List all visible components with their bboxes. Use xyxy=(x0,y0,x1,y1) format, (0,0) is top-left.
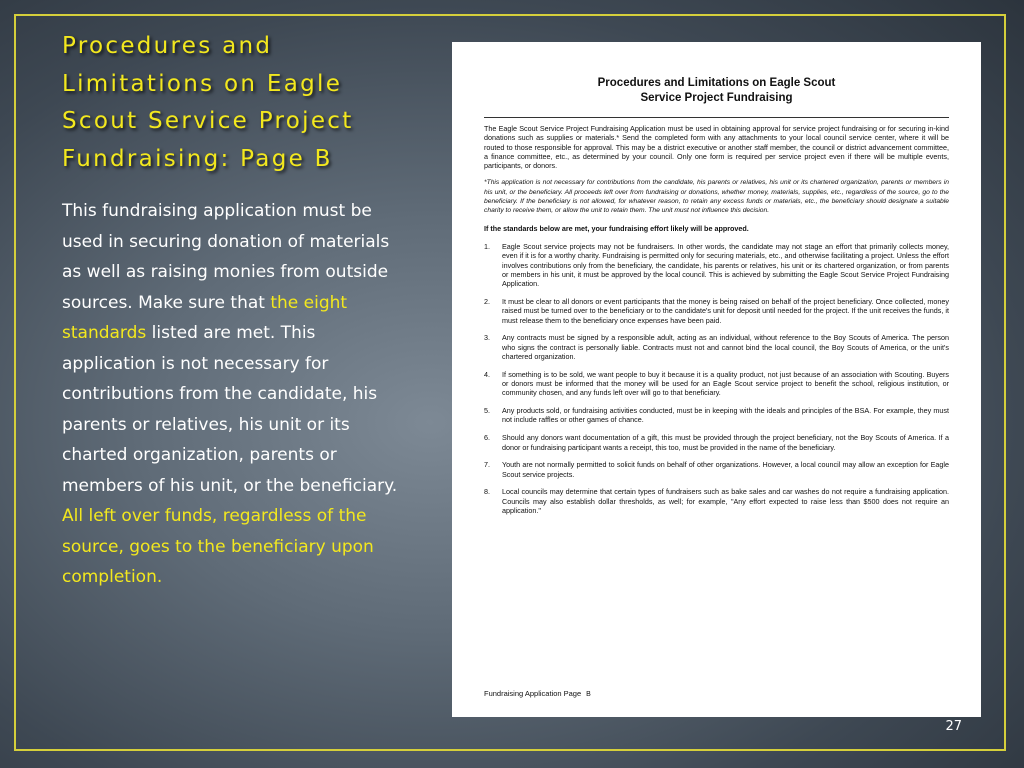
standard-item xyxy=(484,370,949,398)
fundraising-document-image xyxy=(452,42,981,717)
standards-list xyxy=(484,242,949,515)
standard-text: Should any donors want documentation of a gift, this must be provided through the project beneficiary, not the Boy Scouts of America. If a donor or fundraising participant wants a receipt, this too, must be provided in the name of the beneficiary. xyxy=(502,433,949,452)
standard-number: 7. xyxy=(484,460,490,470)
standard-number: 4. xyxy=(484,369,490,379)
standard-item xyxy=(484,460,949,479)
standard-text: Local councils may determine that certain types of fundraisers such as bake sales and car washes do not require a fundraising application. Councils may also establish dollar thresholds, as well; for example, "Any effort expected to raise less than $500 does not require an application." xyxy=(502,487,949,515)
document-footer-page: B xyxy=(586,691,591,698)
standard-item xyxy=(484,433,949,452)
body-text-part-2: listed are met. This application is not necessary for contributions from the candidate, his parents or relatives, his unit or its charted organization, parents or members of his unit, or the beneficiary. xyxy=(62,323,398,496)
standard-item xyxy=(484,297,949,325)
standard-text: Any products sold, or fundraising activities conducted, must be in keeping with the ideals and principles of the BSA. For example, they must not include raffles or other games of chance. xyxy=(502,406,949,425)
slide-body-text xyxy=(62,196,407,593)
standard-item xyxy=(484,333,949,361)
highlight-left-over-funds: All left over funds, regardless of the source, goes to the beneficiary upon completion. xyxy=(62,506,374,587)
standard-number: 3. xyxy=(484,333,490,343)
standard-number: 1. xyxy=(484,241,490,251)
document-footer xyxy=(484,689,591,698)
document-title-line-1: Procedures and Limitations on Eagle Scout xyxy=(597,77,836,89)
standard-number: 8. xyxy=(484,487,490,497)
document-divider xyxy=(484,117,949,118)
document-lead: If the standards below are met, your fundraising effort likely will be approved. xyxy=(484,223,749,233)
standard-text: Any contracts must be signed by a responsible adult, acting as an individual, without reference to the Boy Scouts of America. The person who signs the contract is personally liable. Contracts must not and cannot bind the local council, the Boy Scouts of America, or the unit's chartered organization. xyxy=(502,333,949,361)
standard-number: 6. xyxy=(484,433,490,443)
highlight-eight-standards: the eight standards xyxy=(62,292,348,343)
standard-item xyxy=(484,487,949,515)
standard-number: 2. xyxy=(484,296,490,306)
standard-number: 5. xyxy=(484,406,490,416)
document-title-line-2: Service Project Fundraising xyxy=(640,91,793,104)
slide-title: Procedures and Limitations on Eagle Scout Service Project Fundraising: Page B xyxy=(62,33,354,172)
slide-number: 27 xyxy=(945,719,962,734)
document-footer-label: Fundraising Application Page xyxy=(484,689,582,698)
standard-text: Youth are not normally permitted to solicit funds on behalf of other organizations. However, a local council may allow an exception for Eagle Scout service projects. xyxy=(502,460,949,479)
document-footnote: *This application is not necessary for contributions from the candidate, his parents or relatives, his unit or its chartered organization, parents or members in his unit, or the beneficiary. All proceeds left over from fundraising or donations, whether money, materials, supplies, etc., regardless of the source, go to the beneficiary. If the beneficiary is not allowed, for whatever reason, to retain any excess funds or materials, etc., the beneficiary should designate a suitable charity to receive them, or allow the unit to retain them. The unit must not influence this decision. xyxy=(484,179,949,215)
standard-item xyxy=(484,242,949,288)
document-intro: The Eagle Scout Service Project Fundraising Application must be used in obtaining approval for service project fundraising or for securing in-kind donations such as supplies or materials.* Send the completed form with any attachments to your local council service center, where it will be routed to those responsible for approval. This may be a district executive or another staff member, the council or district advancement committee, a finance committee, etc., as determined by your council. Only one form is required per service project even if there will be multiple events, participants, or donors. xyxy=(484,124,949,171)
standard-text: It must be clear to all donors or event participants that the money is being raised on behalf of the project beneficiary. Once collected, money raised must be turned over to the beneficiary or to the candidate's unit for deposit until needed for the project. If the unit receives the funds, it must release them to the beneficiary once expenses have been paid. xyxy=(502,296,949,325)
standard-text: Eagle Scout service projects may not be fundraisers. In other words, the candidate may not stage an effort that primarily collects money, even if it is for a worthy charity. Fundraising is permitted only for securing materials, etc., and otherwise facilitating a project. Unless the effort involves contributions only from the beneficiary, the candidate, his parents or relatives, his unit or its chartered organization, or from parents or members in his unit, it must be approved by the local council. This is achieved by submitting the Eagle Scout Service Project Fundraising Application. xyxy=(502,241,949,289)
standard-text: If something is to be sold, we want people to buy it because it is a quality product, not just because of an association with Scouting. Buyers or donors must be informed that the money will be used for an Eagle Scout service project to benefit the school, religious institution, or community chosen, and any funds left over will go to that beneficiary. xyxy=(502,369,949,398)
standard-item xyxy=(484,406,949,425)
document-title xyxy=(484,76,949,105)
body-text-part-1: This fundraising application must be used in securing donation of materials as well as raising monies from outside sources. Make sure that xyxy=(62,201,390,313)
